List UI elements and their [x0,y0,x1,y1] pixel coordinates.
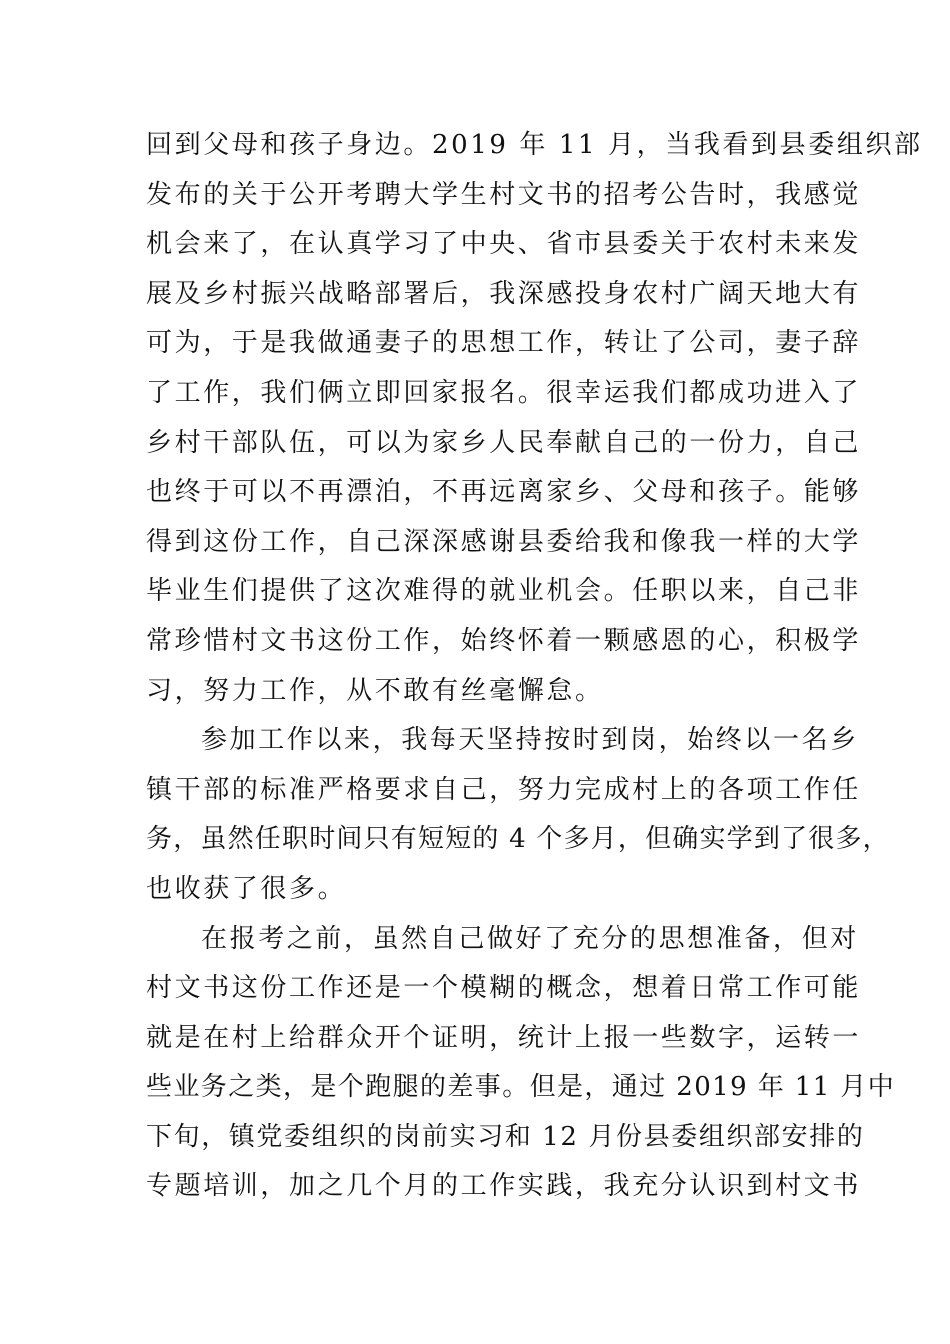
text-line: 务，虽然任职时间只有短短的 4 个多月，但确实学到了很多， [146,824,890,855]
text-line: 下旬，镇党委组织的岗前实习和 12 月份县委组织部安排的 [146,1121,865,1152]
text-line-indented: 参加工作以来，我每天坚持按时到岗，始终以一名乡 [201,725,859,756]
document-body [146,121,923,1212]
text-line: 得到这份工作，自己深深感谢县委给我和像我一样的大学 [146,526,862,557]
text-line: 村文书这份工作还是一个模糊的概念，想着日常工作可能 [146,973,862,1004]
text-line: 毕业生们提供了这次难得的就业机会。任职以来，自己非 [146,576,862,607]
text-line: 回到父母和孩子身边。2019 年 11 月，当我看到县委组织部 [146,130,923,160]
text-line: 些业务之类，是个跑腿的差事。但是，通过 2019 年 11 月中 [146,1072,896,1103]
text-line: 习，努力工作，从不敢有丝毫懈怠。 [146,675,604,706]
text-line: 机会来了，在认真学习了中央、省市县委关于农村未来发 [146,229,862,260]
text-line: 常珍惜村文书这份工作，始终怀着一颗感恩的心，积极学 [146,625,862,656]
text-line: 可为，于是我做通妻子的思想工作，转让了公司，妻子辞 [146,328,862,359]
text-line: 也终于可以不再漂泊，不再远离家乡、父母和孩子。能够 [146,477,862,508]
text-line: 也收获了很多。 [146,873,347,904]
paragraph-1 [146,121,923,716]
text-line: 专题培训，加之几个月的工作实践，我充分认识到村文书 [146,1171,862,1202]
text-line: 乡村干部队伍，可以为家乡人民奉献自己的一份力，自己 [146,427,862,458]
text-line: 发布的关于公开考聘大学生村文书的招考公告时，我感觉 [146,179,862,210]
text-line-indented: 在报考之前，虽然自己做好了充分的思想准备，但对 [201,923,859,954]
text-line: 就是在村上给群众开个证明，统计上报一些数字，运转一 [146,1022,862,1053]
text-line: 展及乡村振兴战略部署后，我深感投身农村广阔天地大有 [146,278,862,309]
paragraph-3 [146,915,896,1213]
text-line: 了工作，我们俩立即回家报名。很幸运我们都成功进入了 [146,377,862,408]
paragraph-2 [146,716,890,914]
text-line: 镇干部的标准严格要求自己，努力完成村上的各项工作任 [146,774,862,805]
